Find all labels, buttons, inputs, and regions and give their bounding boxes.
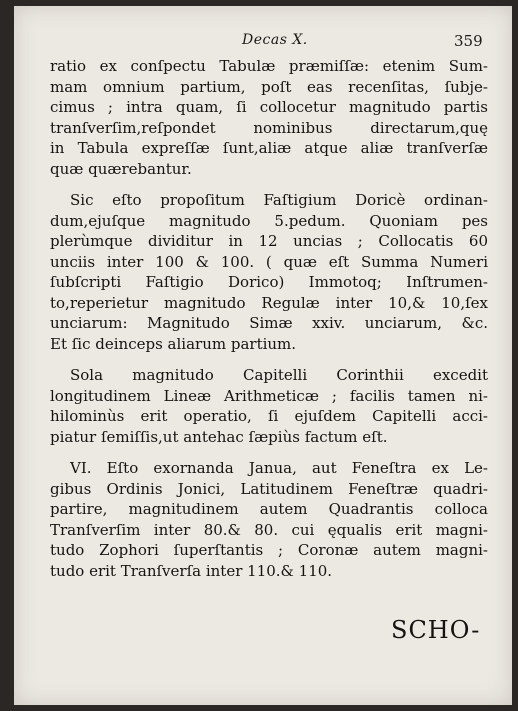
running-head: Decas X. xyxy=(242,32,308,48)
text-line: quæ quærebantur. xyxy=(50,159,192,178)
text-line: Tranſverſim inter 80.& 80. cui ęqualis erit magni- xyxy=(50,520,488,539)
text-line: mam omnium partium, poſt eas recenſitas, ſubje- xyxy=(50,77,488,96)
text-line: unciis inter 100 & 100. ( quæ eſt Summa Numeri xyxy=(50,252,488,271)
page-header xyxy=(14,32,512,52)
text-line: Et ſic deinceps aliarum partium. xyxy=(50,334,297,353)
paragraph-1 xyxy=(50,56,488,179)
text-line: gibus Ordinis Jonici, Latitudinem Feneſtræ quadri- xyxy=(50,479,488,498)
text-line: longitudinem Lineæ Arithmeticæ ; facilis tamen ni- xyxy=(50,386,488,405)
text-line: tranſverſim,reſpondet nominibus directarum,quę xyxy=(50,118,488,137)
text-line: Sic eſto propoſitum Faſtigium Doricè ordinan- xyxy=(70,191,488,209)
text-line: tudo erit Tranſverſa inter 110.& 110. xyxy=(50,561,333,580)
book-page xyxy=(14,6,512,705)
text-line: ſubſcripti Faſtigio Dorico) Immotoq; Inſtrumen- xyxy=(50,273,488,291)
paragraph-3 xyxy=(50,365,488,447)
text-line: to,reperietur magnitudo Regulæ inter 10,& 10,ſex xyxy=(50,293,488,312)
text-block xyxy=(50,56,488,581)
text-line: unciarum: Magnitudo Simæ xxiv. unciarum, &c. xyxy=(50,314,488,332)
text-line: piatur ſemiſſis,ut antehac ſæpiùs factum eſt. xyxy=(50,427,388,446)
text-line: cimus ; intra quam, ſi collocetur magnitudo partis xyxy=(50,98,488,116)
text-line: tudo Zophori ſuperſtantis ; Coronæ autem magni- xyxy=(50,541,488,559)
text-line: dum,ejuſque magnitudo 5.pedum. Quoniam pes xyxy=(50,211,488,230)
text-line: partire, magnitudinem autem Quadrantis colloca xyxy=(50,500,488,518)
text-line: plerùmque dividitur in 12 uncias ; Collocatis 60 xyxy=(50,232,488,250)
paragraph-4 xyxy=(50,458,488,581)
paragraph-2 xyxy=(50,190,488,354)
text-line: ratio ex conſpectu Tabulæ præmiſſæ: etenim Sum- xyxy=(50,57,488,75)
text-line: VI. Eſto exornanda Janua, aut Feneſtra ex Le- xyxy=(70,459,488,477)
text-line: Sola magnitudo Capitelli Corinthii excedit xyxy=(70,366,488,384)
catchword: SCHO- xyxy=(391,616,481,644)
page-number: 359 xyxy=(454,32,483,50)
text-line: hilominùs erit operatio, ſi ejuſdem Capitelli acci- xyxy=(50,407,488,425)
text-line: in Tabula expreſſæ ſunt,aliæ atque aliæ tranſverſæ xyxy=(50,139,488,157)
